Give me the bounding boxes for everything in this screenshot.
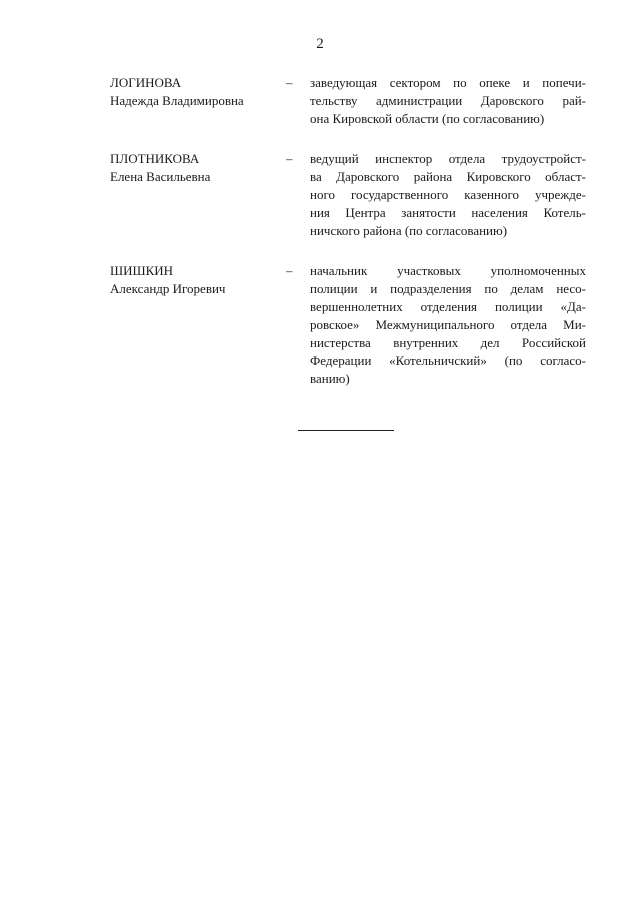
member-given-names: Елена Васильевна bbox=[110, 169, 211, 184]
role-line: ния Центра занятости населения Котель- bbox=[310, 205, 586, 220]
member-given-names: Надежда Владимировна bbox=[110, 93, 244, 108]
role-line: она Кировской области (по согласованию) bbox=[310, 111, 545, 126]
member-surname: ПЛОТНИКОВА bbox=[110, 151, 200, 166]
role-line: ного государственного казенного учрежде- bbox=[310, 187, 586, 202]
role-line: начальник участковых уполномоченных bbox=[310, 263, 586, 278]
role-line: ва Даровского района Кировского област- bbox=[310, 169, 586, 184]
role-line: полиции и подразделения по делам несо- bbox=[310, 281, 586, 296]
role-line: заведующая сектором по опеке и попечи- bbox=[310, 75, 586, 90]
member-name bbox=[110, 262, 280, 298]
member-role bbox=[310, 150, 586, 240]
end-separator-line bbox=[298, 430, 394, 431]
member-role bbox=[310, 262, 586, 388]
role-line: Федерации «Котельничский» (по согласо- bbox=[310, 353, 586, 368]
member-role bbox=[310, 74, 586, 128]
role-line: ведущий инспектор отдела трудоустройст- bbox=[310, 151, 586, 166]
dash-separator: – bbox=[286, 75, 293, 90]
role-line: вершеннолетних отделения полиции «Да- bbox=[310, 299, 586, 314]
role-line: ванию) bbox=[310, 371, 350, 386]
member-name bbox=[110, 74, 280, 110]
member-surname: ЛОГИНОВА bbox=[110, 75, 182, 90]
dash-separator: – bbox=[286, 263, 293, 278]
member-given-names: Александр Игоревич bbox=[110, 281, 226, 296]
member-name bbox=[110, 150, 280, 186]
role-line: нистерства внутренних дел Российской bbox=[310, 335, 586, 350]
dash-separator: – bbox=[286, 151, 293, 166]
page-number: 2 bbox=[316, 36, 324, 52]
role-line: ровское» Межмуниципального отдела Ми- bbox=[310, 317, 586, 332]
role-line: тельству администрации Даровского рай- bbox=[310, 93, 586, 108]
member-surname: ШИШКИН bbox=[110, 263, 174, 278]
role-line: ничского района (по согласованию) bbox=[310, 223, 508, 238]
